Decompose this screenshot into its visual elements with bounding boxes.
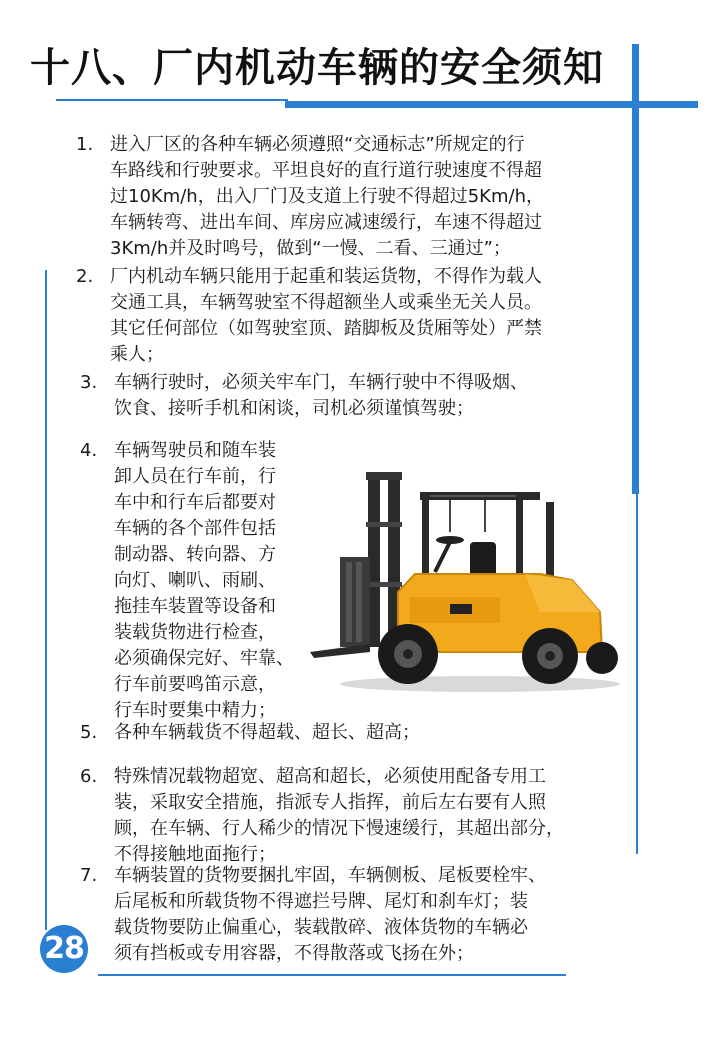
frame-line-top bbox=[56, 99, 288, 101]
item-number: 7. bbox=[80, 865, 98, 886]
item-line: 交通工具，车辆驾驶室不得超额坐人或乘坐无关人员。 bbox=[110, 292, 542, 313]
item-line: 车辆装置的货物要捆扎牢固，车辆侧板、尾板要栓牢、 bbox=[114, 865, 546, 886]
item-line: 顾，在车辆、行人稀少的情况下慢速缓行，其超出部分， bbox=[114, 818, 564, 839]
item-line: 其它任何部位（如驾驶室顶、踏脚板及货厢等处）严禁 bbox=[110, 318, 542, 339]
frame-bar-top bbox=[285, 101, 698, 108]
item-line: 制动器、转向器、方 bbox=[114, 544, 276, 565]
item-line: 各种车辆载货不得超载、超长、超高； bbox=[114, 722, 420, 743]
item-line: 进入厂区的各种车辆必须遵照“交通标志”所规定的行 bbox=[110, 134, 525, 155]
item-line: 厂内机动车辆只能用于起重和装运货物，不得作为载人 bbox=[110, 266, 542, 287]
item-line: 拖挂车装置等设备和 bbox=[114, 596, 276, 617]
item-line: 3Km/h并及时鸣号，做到“一慢、二看、三通过”； bbox=[110, 238, 511, 259]
item-line: 特殊情况载物超宽、超高和超长，必须使用配备专用工 bbox=[114, 766, 546, 787]
item-line: 后尾板和所载货物不得遮拦号牌、尾灯和刹车灯；装 bbox=[114, 891, 528, 912]
item-line: 车辆行驶时，必须关牢车门，车辆行驶中不得吸烟、 bbox=[114, 372, 528, 393]
item-line: 乘人； bbox=[110, 344, 164, 365]
item-number: 3. bbox=[80, 372, 98, 393]
item-line: 饮食、接听手机和闲谈，司机必须谨慎驾驶； bbox=[114, 398, 474, 419]
item-line: 车辆的各个部件包括 bbox=[114, 518, 276, 539]
page-title: 十八、厂内机动车辆的安全须知 bbox=[30, 45, 604, 91]
item-line: 车中和行车后都要对 bbox=[114, 492, 276, 513]
item-number: 2. bbox=[76, 266, 94, 287]
frame-line-right bbox=[636, 494, 638, 854]
page-number-badge: 28 bbox=[40, 925, 88, 973]
item-line: 载货物要防止偏重心，装载散碎、液体货物的车辆必 bbox=[114, 917, 528, 938]
frame-line-bottom bbox=[98, 974, 566, 976]
item-line: 车辆驾驶员和随车装 bbox=[114, 440, 276, 461]
item-line: 必须确保完好、牢靠、 bbox=[114, 648, 294, 669]
item-number: 1. bbox=[76, 134, 94, 155]
item-text bbox=[114, 370, 528, 422]
frame-bar-right bbox=[632, 44, 639, 494]
item-number: 4. bbox=[80, 440, 98, 461]
item-line: 行车前要鸣笛示意， bbox=[114, 674, 276, 695]
item-text bbox=[114, 764, 564, 868]
forklift-icon bbox=[310, 462, 620, 697]
item-number: 6. bbox=[80, 766, 98, 787]
item-text bbox=[110, 132, 544, 262]
item-line: 行车时要集中精力； bbox=[114, 700, 276, 721]
item-text bbox=[110, 264, 542, 368]
item-line: 装载货物进行检查， bbox=[114, 622, 276, 643]
item-line: 向灯、喇叭、雨刷、 bbox=[114, 570, 276, 591]
item-line: 车辆转弯、进出车间、库房应减速缓行，车速不得超过 bbox=[110, 212, 542, 233]
item-line: 车路线和行驶要求。平坦良好的直行道行驶速度不得超 bbox=[110, 160, 542, 181]
item-text bbox=[114, 863, 546, 967]
frame-line-left bbox=[45, 270, 47, 930]
item-line: 过10Km/h，出入厂门及支道上行驶不得超过5Km/h， bbox=[110, 186, 544, 207]
item-line: 不得接触地面拖行； bbox=[114, 844, 276, 865]
item-text bbox=[114, 720, 420, 746]
item-number: 5. bbox=[80, 722, 98, 743]
item-line: 卸人员在行车前，行 bbox=[114, 466, 276, 487]
item-text bbox=[114, 438, 294, 724]
item-line: 须有挡板或专用容器，不得散落或飞扬在外； bbox=[114, 943, 474, 964]
item-line: 装，采取安全措施，指派专人指挥，前后左右要有人照 bbox=[114, 792, 546, 813]
